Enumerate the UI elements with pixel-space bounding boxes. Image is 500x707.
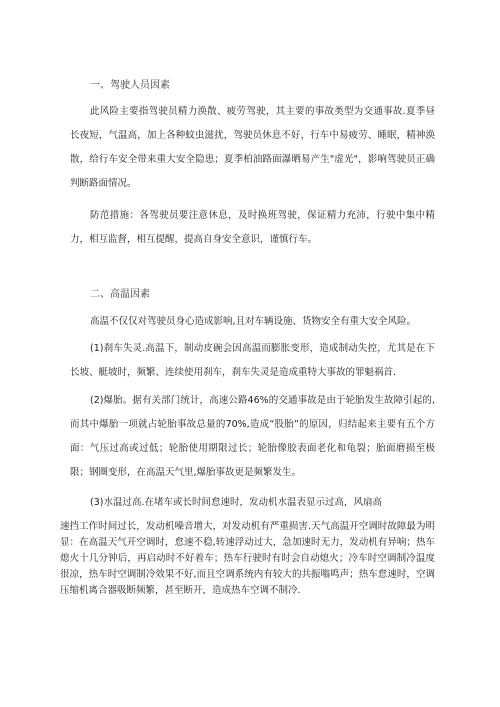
paragraph-driver-risk: 此风险主要指驾驶员精力涣散、疲劳驾驶，其主要的事故类型为交通事故.夏季昼长夜短，气温高，加上各种蚊虫滋扰，驾驶员休息不好，行车中易疲劳、睡眠，精神涣散，给行车安全带来重大安全隐患；夏季柏油路面瀑晒易产生"虚光"，影响驾驶员正确判断路面情况。	[70, 106, 435, 189]
paragraph-tire-blowout: (2)爆胎。据有关部门统计，高速公路46%的交通事故是由于轮胎发生故障引起的, 而其中爆胎一项就占轮胎事故总量的70%,造成“股胎”的原因，归结起来主要有五个方面：气压过高或过低；轮胎使用期限过长；轮胎像胶表面老化和龟裂；胎面磨损至极限；钢圈变形，在高温天气里,爆胎事故更是频繁发生。	[70, 395, 435, 478]
section-heading-heat: 二、高温因素	[90, 289, 150, 300]
section-heading-driver: 一、驾驶人员因素	[90, 80, 170, 91]
paragraph-continuation: 速挡工作时间过长，发动机噪音增大，对发动机有严重损害.天气高温开空调时故障最为明显：在高温天气开空调时，怠速不稳,转速浮动过大，急加速时无力，发动机有异响；热车熄火十几分钟后，再启动时不好着车；热车行驶时有时会自动熄火；冷车时空调制冷温度很凉，热车时空调制冷效果不好,而且空调系统内有较大的共振嗡鸣声；热车怠速时，空调压缩机离合器吸断频繁，甚至断开，造成热车空调不制冷.	[60, 521, 435, 596]
paragraph-driver-prevention: 防范措施：各驾驶员要注意休息，及时换班驾驶，保证精力充沛，行驶中集中精力，相互监督，相互提醒，提高自身安全意识，谨慎行车。	[70, 210, 435, 245]
paragraph-brake-failure: (1)刹车失灵.高温下，制动皮碗会因高温而膨胀变形，造成制动失控，尤其是在下长坡、艇坡时，频繁、连续使用刹车，刹车失灵是造成重特大事故的罪魁祸首.	[70, 343, 435, 378]
paragraph-heat-intro: 高温不仅仅对驾驶员身心造成影响,且对车辆设施、货物安全有重大安全风险。	[90, 316, 417, 327]
paragraph-water-temp: (3)水温过高.在堵车或长时间怠速时，发动机水温表显示过高，风扇高	[90, 497, 382, 508]
